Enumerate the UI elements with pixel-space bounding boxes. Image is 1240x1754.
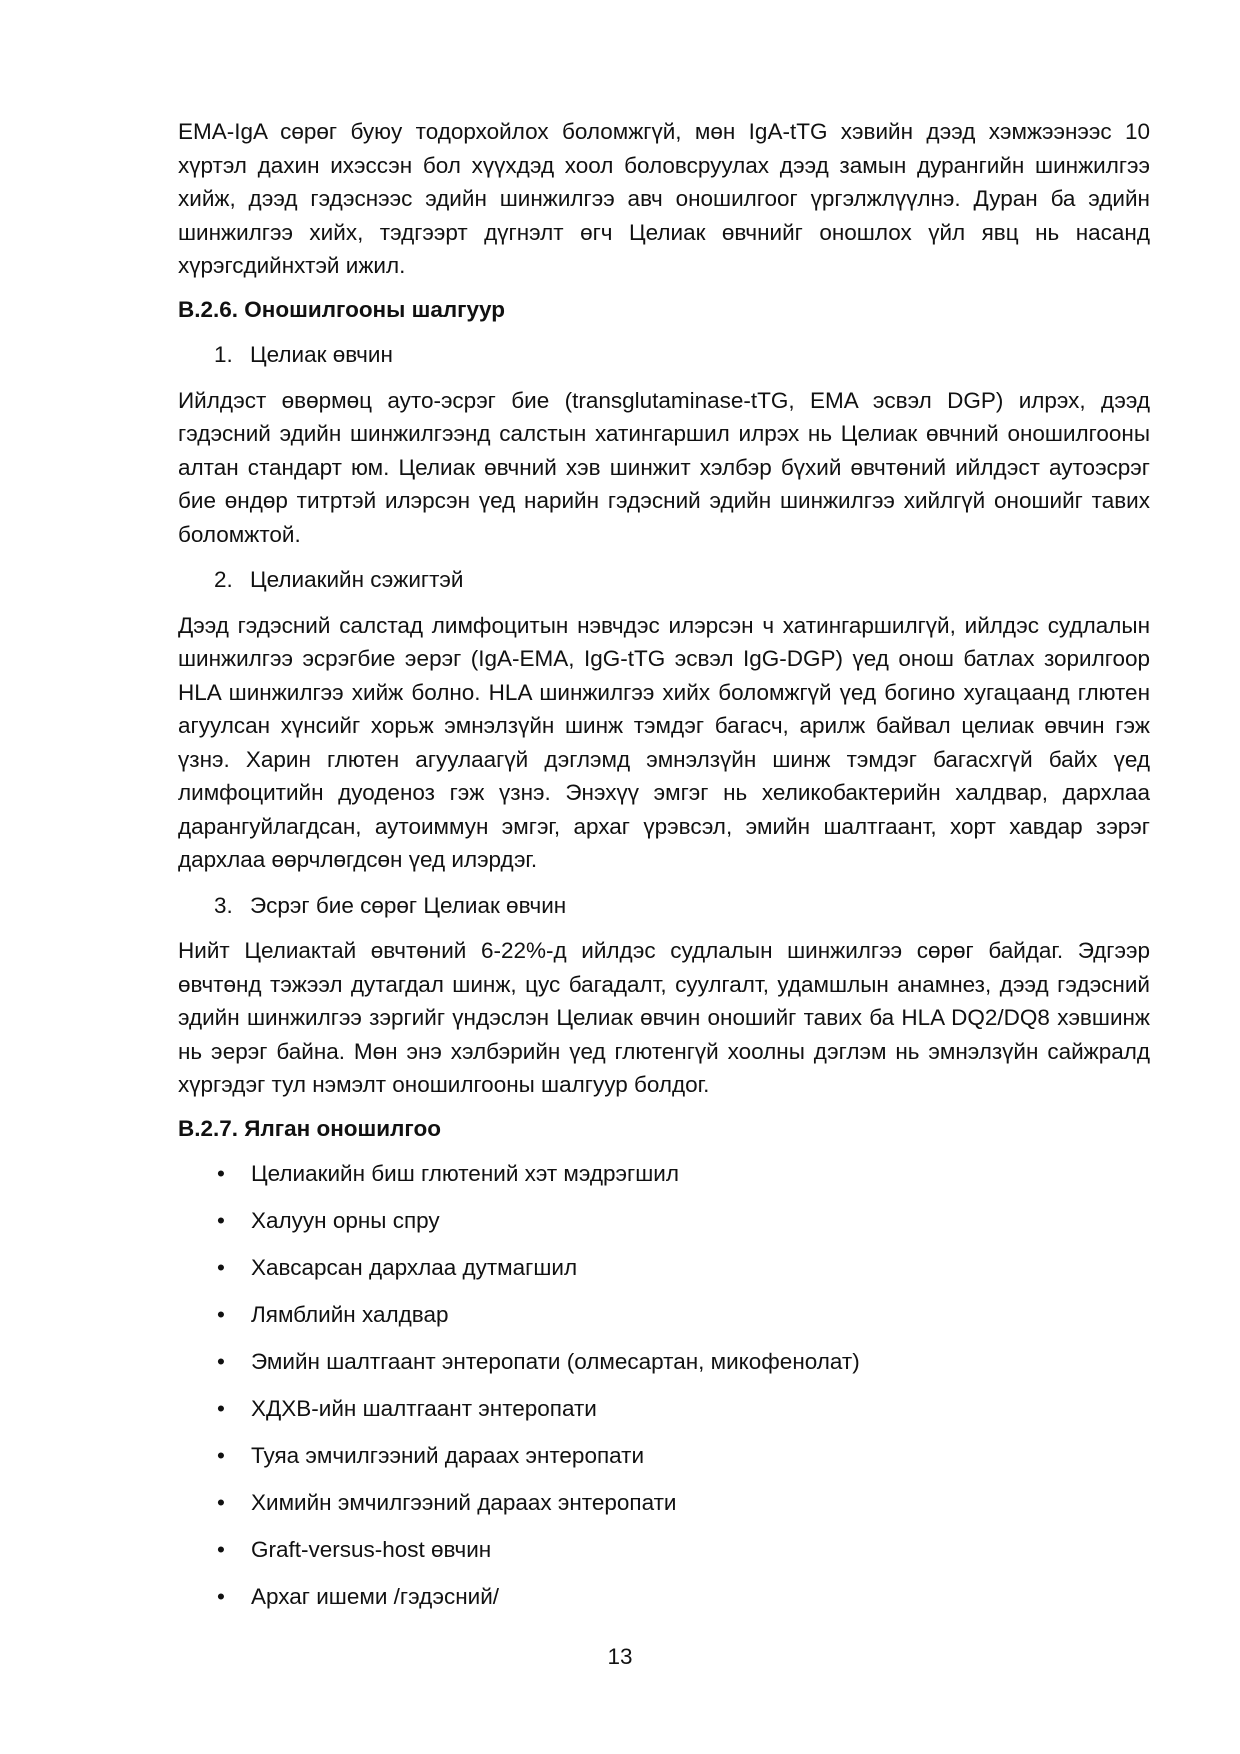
page-number: 13 — [607, 1644, 633, 1669]
bullet-icon: • — [217, 1490, 225, 1515]
item-number: 1. — [214, 342, 233, 367]
bullet-icon: • — [217, 1349, 225, 1374]
bullet-icon: • — [217, 1443, 225, 1468]
section-heading-diagnostic-criteria: В.2.6. Оношилгооны шалгуур — [178, 296, 506, 322]
list-item: • Архаг ишеми /гэдэсний/ — [178, 1580, 1150, 1627]
bullet-icon: • — [217, 1302, 225, 1327]
list-item: • Химийн эмчилгээний дараах энтеропати — [178, 1486, 1150, 1533]
list-item: • ХДХВ-ийн шалтгаант энтеропати — [178, 1392, 1150, 1439]
bullet-icon: • — [217, 1208, 225, 1233]
list-item: • Graft-versus-host өвчин — [178, 1533, 1150, 1580]
differential-diagnosis-list — [178, 1157, 1150, 1627]
paragraph-suspected-celiac: Дээд гэдэсний салстад лимфоцитын нэвчдэс илэрсэн ч хатингаршилгүй, ийлдэс судлалын шинжилгээ эсрэгбие эерэг (IgA-EMA, IgG-tTG эсвэл IgG-DGP) үед онош батлах зорилгоор HLA шинжилгээ хийж болно. HLA шинжилгээ хийх боломжгүй үед богино хугацаанд глютен агуулсан хүнсийг хорьж эмнэлзүйн шинж тэмдэг багасч, арилж байвал целиак өвчин гэж үзнэ. Харин глютен агуулаагүй дэглэмд эмнэлзүйн шинж тэмдэг багасхгүй байх үед лимфоцитийн дуоденоз гэж үзнэ. Энэхүү эмгэг нь хеликобактерийн халдвар, дархлаа дарангуйлагдсан, аутоиммун эмгэг, архаг үрэвсэл, эмийн шалтгаант, хорт хавдар зэрэг дархлаа өөрчлөгдсөн үед илэрдэг. — [178, 612, 1150, 872]
paragraph-celiac-disease: Ийлдэст өвөрмөц ауто-эсрэг бие (transglutaminase-tTG, EMA эсвэл DGP) илрэх, дээд гэдэсний эдийн шинжилгээнд салстын хатингаршил илрэх нь Целиак өвчний оношилгооны алтан стандарт юм. Целиак өвчний хэв шинжит хэлбэр бүхий өвчтөний ийлдэст аутоэсрэг бие өндөр титртэй илэрсэн үед нарийн гэдэсний эдийн шинжилгээ хийлгүй оношийг тавих боломжтой. — [178, 387, 1150, 547]
item-label: Эсрэг бие сөрөг Целиак өвчин — [250, 892, 567, 918]
list-item: • Лямблийн халдвар — [178, 1298, 1150, 1345]
bullet-icon: • — [217, 1161, 225, 1186]
paragraph-intro: EMA-IgA сөрөг буюу тодорхойлох боломжгүй, мөн IgA-tTG хэвийн дээд хэмжээнээс 10 хүртэл дахин ихэссэн бол хүүхдэд хоол боловсруулах дээд замын дурангийн шинжилгээ хийж, дээд гэдэснээс эдийн шинжилгээ авч оношилгоог үргэлжлүүлнэ. Дуран ба эдийн шинжилгээ хийх, тэдгээрт дүгнэлт өгч Целиак өвчнийг оношлох үйл явц нь насанд хүрэгсдийнхтэй ижил. — [178, 119, 1150, 278]
bullet-icon: • — [217, 1584, 225, 1609]
bullet-icon: • — [217, 1255, 225, 1280]
item-number: 3. — [214, 892, 233, 918]
item-label: Целиакийн сэжигтэй — [250, 567, 464, 592]
numbered-item-3 — [178, 889, 1150, 923]
numbered-item-2 — [178, 563, 1150, 597]
list-item: • Туяа эмчилгээний дараах энтеропати — [178, 1439, 1150, 1486]
bullet-icon: • — [217, 1396, 225, 1421]
list-item: • Целиакийн биш глютений хэт мэдрэгшил — [178, 1157, 1150, 1204]
numbered-item-1 — [178, 338, 1150, 372]
item-label: Целиак өвчин — [250, 342, 393, 367]
paragraph-seronegative-celiac: Нийт Целиактай өвчтөний 6-22%-д ийлдэс судлалын шинжилгээ сөрөг байдаг. Эдгээр өвчтөнд тэжээл дутагдал шинж, цус багадалт, суулгалт, удамшлын анамнез, дээд гэдэсний эдийн шинжилгээ зэргийг үндэслэн Целиак өвчин оношийг тавих ба HLA DQ2/DQ8 хэвшинж нь эерэг байна. Мөн энэ хэлбэрийн үед глютенгүй хоолны дэглэм нь эмнэлзүйн сайжралд хүргэдэг тул нэмэлт оношилгооны шалгуур болдог. — [178, 938, 1150, 1097]
bullet-icon: • — [217, 1537, 225, 1562]
list-item: • Эмийн шалтгаант энтеропати (олмесартан, микофенолат) — [178, 1345, 1150, 1392]
page-content — [178, 115, 1150, 1627]
section-heading-differential-diagnosis: В.2.7. Ялган оношилгоо — [178, 1115, 441, 1141]
list-item: • Хавсарсан дархлаа дутмагшил — [178, 1251, 1150, 1298]
list-item: • Халуун орны спру — [178, 1204, 1150, 1251]
item-number: 2. — [214, 567, 233, 592]
